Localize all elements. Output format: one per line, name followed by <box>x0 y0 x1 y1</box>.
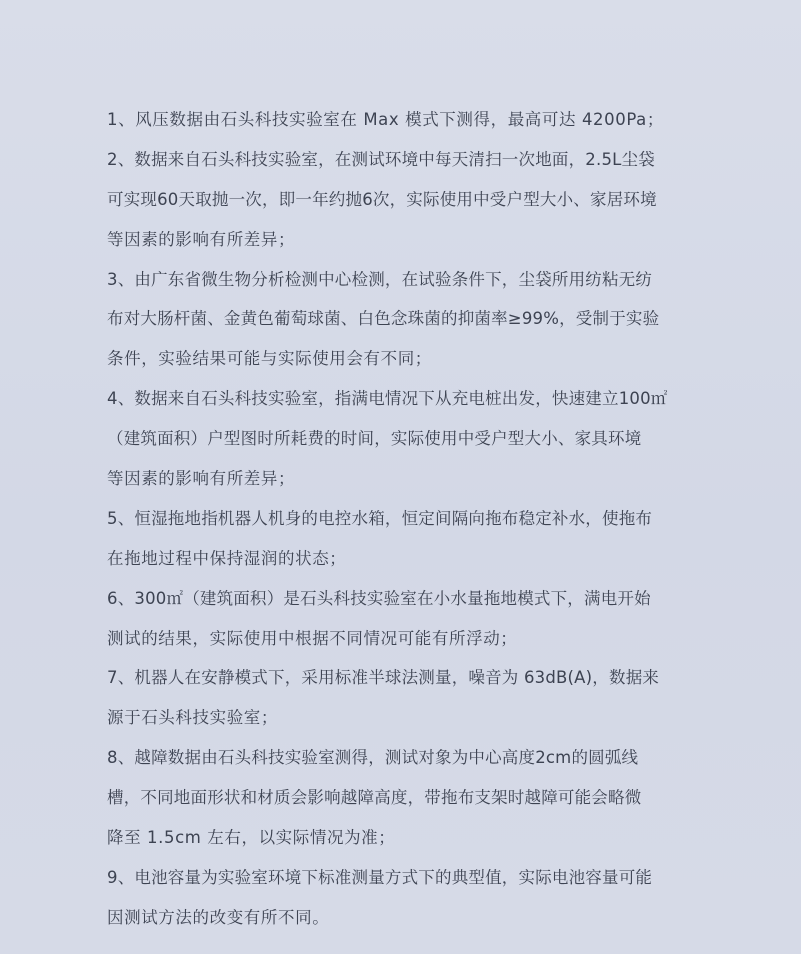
note-5-line-1: 5、恒湿拖地指机器人机身的电控水箱，恒定间隔向拖布稳定补水，使拖布 <box>107 508 653 528</box>
note-6-line-2: 测试的结果，实际使用中根据不同情况可能有所浮动； <box>107 628 518 648</box>
note-9-line-1: 9、电池容量为实验室环境下标准测量方式下的典型值，实际电池容量可能 <box>107 867 653 887</box>
note-3-line-1: 3、由广东省微生物分析检测中心检测，在试验条件下，尘袋所用纺粘无纺 <box>107 269 653 289</box>
note-4-line-3: 等因素的影响有所差异； <box>107 469 296 489</box>
note-3-line-3: 条件，实验结果可能与实际使用会有不同； <box>107 349 432 369</box>
note-7-line-2: 源于石头科技实验室； <box>107 708 278 728</box>
note-8-line-1: 8、越障数据由石头科技实验室测得，测试对象为中心高度2cm的圆弧线 <box>107 748 639 768</box>
note-5-line-2: 在拖地过程中保持湿润的状态； <box>107 548 347 568</box>
note-4-line-2: （建筑面积）户型图时所耗费的时间，实际使用中受户型大小、家具环境 <box>107 429 642 449</box>
note-4-line-1: 4、数据来自石头科技实验室，指满电情况下从充电桩出发，快速建立100㎡ <box>107 389 668 409</box>
note-3-line-2: 布对大肠杆菌、金黄色葡萄球菌、白色念珠菌的抑菌率≥99%，受制于实验 <box>107 309 660 329</box>
note-2-line-1: 2、数据来自石头科技实验室，在测试环境中每天清扫一次地面，2.5L尘袋 <box>107 149 655 169</box>
note-6-line-1: 6、300㎡（建筑面积）是石头科技实验室在小水量拖地模式下，满电开始 <box>107 588 651 608</box>
note-7-line-1: 7、机器人在安静模式下，采用标准半球法测量，噪音为 63dB(A)，数据来 <box>107 668 660 688</box>
note-8-line-3: 降至 1.5cm 左右，以实际情况为准； <box>107 828 396 848</box>
note-2-line-2: 可实现60天取抛一次，即一年约抛6次，实际使用中受户型大小、家居环境 <box>107 189 657 209</box>
disclaimer-notes <box>107 100 707 938</box>
note-9-line-2: 因测试方法的改变有所不同。 <box>107 907 330 927</box>
note-8-line-2: 槽，不同地面形状和材质会影响越障高度，带拖布支架时越障可能会略微 <box>107 788 642 808</box>
note-1-line-1: 1、风压数据由石头科技实验室在 Max 模式下测得，最高可达 4200Pa； <box>107 110 664 129</box>
note-2-line-3: 等因素的影响有所差异； <box>107 229 296 249</box>
